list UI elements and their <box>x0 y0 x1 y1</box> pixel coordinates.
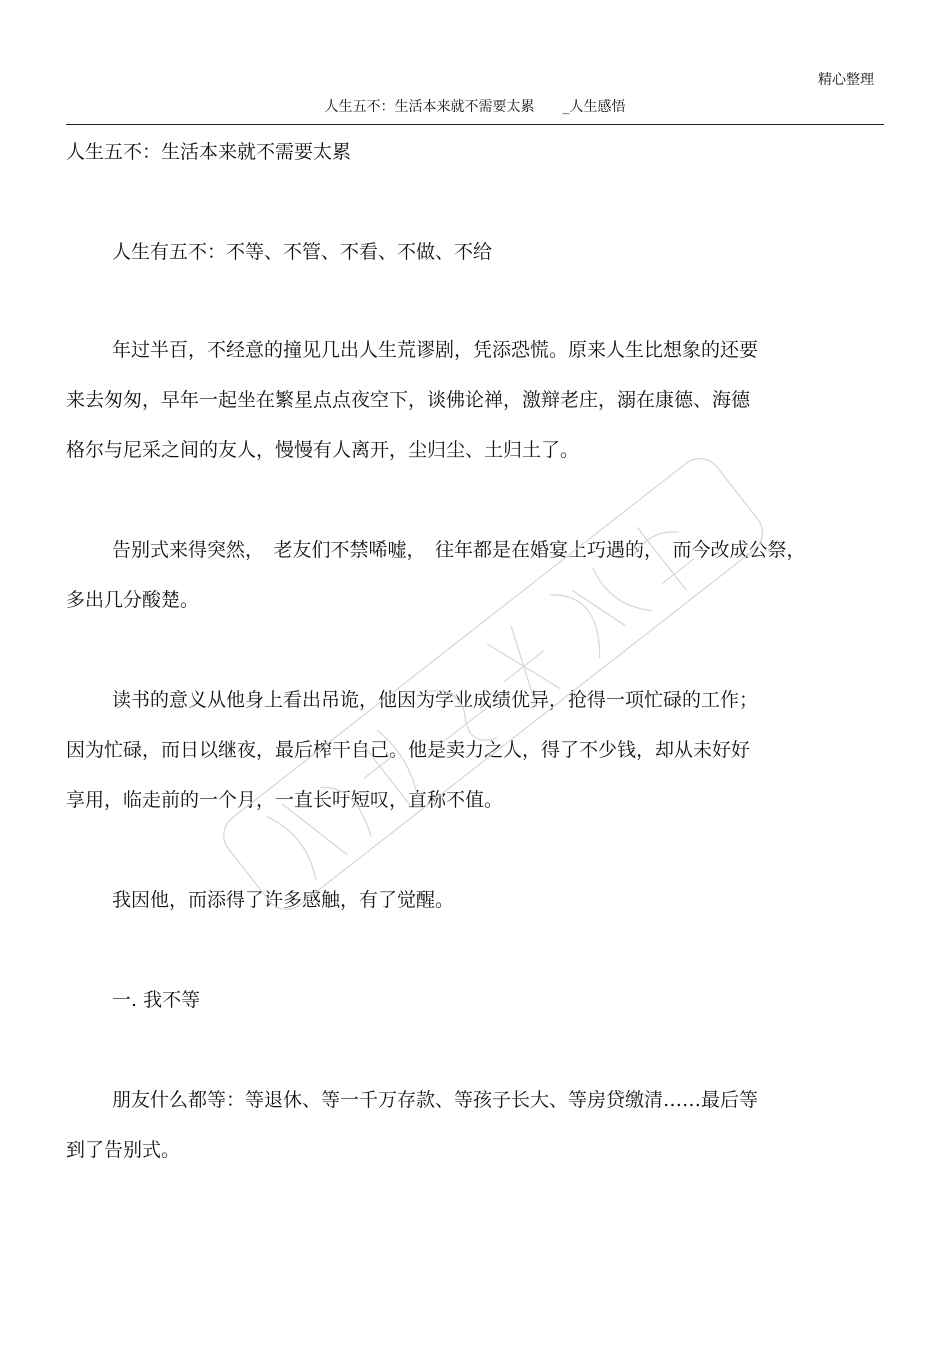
paragraph-line: 享用，临走前的一个月，一直长吁短叹，直称不值。 <box>66 789 504 811</box>
running-header <box>0 98 950 116</box>
running-category: _人生感悟 <box>562 99 626 115</box>
paragraph-line: 多出几分酸楚。 <box>66 589 200 611</box>
paragraph-line: 我因他，而添得了许多感触，有了觉醒。 <box>112 889 455 911</box>
watermark-band <box>215 450 771 918</box>
corner-label: 精心整理 <box>818 72 874 88</box>
article-title: 人生五不：生活本来就不需要太累 <box>66 141 352 163</box>
paragraph-line: 因为忙碌，而日以继夜，最后榨干自己。他是卖力之人，得了不少钱，却从未好好 <box>66 739 751 761</box>
paragraph-line: 告别式来得突然， 老友们不禁唏嘘， 往年都是在婚宴上巧遇的， 而今改成公祭， <box>112 539 806 561</box>
paragraph-line: 读书的意义从他身上看出吊诡，他因为学业成绩优异，抢得一项忙碌的工作； <box>112 689 759 711</box>
paragraph-line: 年过半百，不经意的撞见几出人生荒谬剧，凭添恐慌。原来人生比想象的还要 <box>112 339 759 361</box>
watermark-graphic <box>140 400 840 960</box>
paragraph-line: 格尔与尼采之间的友人，慢慢有人离开，尘归尘、土归土了。 <box>66 439 580 461</box>
paragraph-line: 朋友什么都等：等退休、等一千万存款、等孩子长大、等房贷缴清……最后等 <box>112 1089 759 1111</box>
paragraph-line: 人生有五不：不等、不管、不看、不做、不给 <box>112 241 493 263</box>
section-heading: 一. 我不等 <box>112 989 201 1011</box>
paragraph-line: 到了告别式。 <box>66 1139 181 1161</box>
header-rule <box>66 124 884 125</box>
running-title: 人生五不：生活本来就不需要太累 <box>324 99 535 115</box>
paragraph-line: 来去匆匆，早年一起坐在繁星点点夜空下，谈佛论禅，激辩老庄，溺在康德、海德 <box>66 389 751 411</box>
